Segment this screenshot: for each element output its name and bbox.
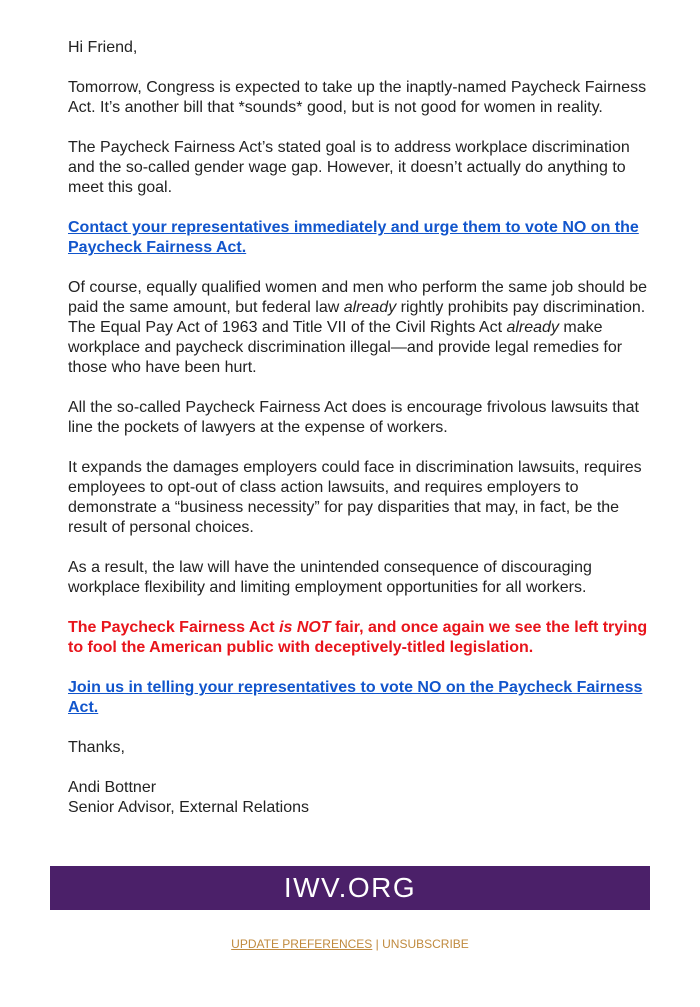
- text-segment: Of course, equally qualified women and men who perform the same job should be paid the same amount, but federal law: [68, 279, 647, 316]
- email-footer: [0, 934, 700, 954]
- contact-representatives-link[interactable]: Contact your representatives immediately and urge them to vote NO on the Paycheck Fairness Act.: [68, 219, 639, 256]
- greeting: Hi Friend,: [68, 39, 138, 56]
- paragraph-lawsuits: All the so-called Paycheck Fairness Act does is encourage frivolous lawsuits that line the pockets of lawyers at the expense of workers.: [68, 399, 639, 436]
- paragraph-consequence: As a result, the law will have the unintended consequence of discouraging workplace flexibility and limiting employment opportunities for all workers.: [68, 559, 592, 596]
- alert-emphasis: is NOT: [279, 619, 331, 636]
- banner-logo-text: IWV.ORG: [283, 872, 417, 903]
- alert-statement: [68, 618, 648, 658]
- emphasis-already: already: [506, 319, 559, 336]
- update-preferences-link[interactable]: UPDATE PREFERENCES: [231, 937, 373, 951]
- signer-title: Senior Advisor, External Relations: [68, 799, 310, 816]
- closing: Thanks,: [68, 739, 125, 756]
- text-segment: rightly prohibits pay discrimination. The Equal Pay Act of 1963 and Title VII of the Civil Rights Act: [68, 299, 646, 336]
- paragraph-intro: Tomorrow, Congress is expected to take up the inaptly-named Paycheck Fairness Act. It’s another bill that *sounds* good, but is not good for women in reality.: [68, 79, 647, 116]
- alert-segment: fair, and once again we see the left trying to fool the American public with deceptively-titled legislation.: [68, 619, 648, 656]
- text-segment: make workplace and paycheck discrimination illegal—and provide legal remedies for those who have been hurt.: [68, 319, 623, 376]
- emphasis-already: already: [343, 299, 397, 316]
- paragraph-equal-pay: [68, 278, 648, 378]
- footer-separator: |: [375, 937, 379, 951]
- paragraph-damages: It expands the damages employers could face in discrimination lawsuits, requires employees to opt-out of class action lawsuits, and requires employers to demonstrate a “business necessity” for pay disparities that may, in fact, be the result of personal choices.: [68, 459, 642, 536]
- join-us-link[interactable]: Join us in telling your representatives to vote NO on the Paycheck Fairness Act.: [68, 679, 643, 716]
- signer-name: Andi Bottner: [68, 779, 157, 796]
- alert-segment: The Paycheck Fairness Act: [68, 619, 280, 636]
- unsubscribe-link[interactable]: UNSUBSCRIBE: [382, 937, 469, 951]
- cta-contact: [68, 218, 648, 258]
- signature: [68, 778, 648, 818]
- cta-join: [68, 678, 648, 718]
- paragraph-goal: The Paycheck Fairness Act’s stated goal is to address workplace discrimination and the so-called gender wage gap. However, it doesn’t actually do anything to meet this goal.: [68, 139, 630, 196]
- iwv-banner[interactable]: [50, 866, 650, 910]
- email-body: [68, 38, 648, 838]
